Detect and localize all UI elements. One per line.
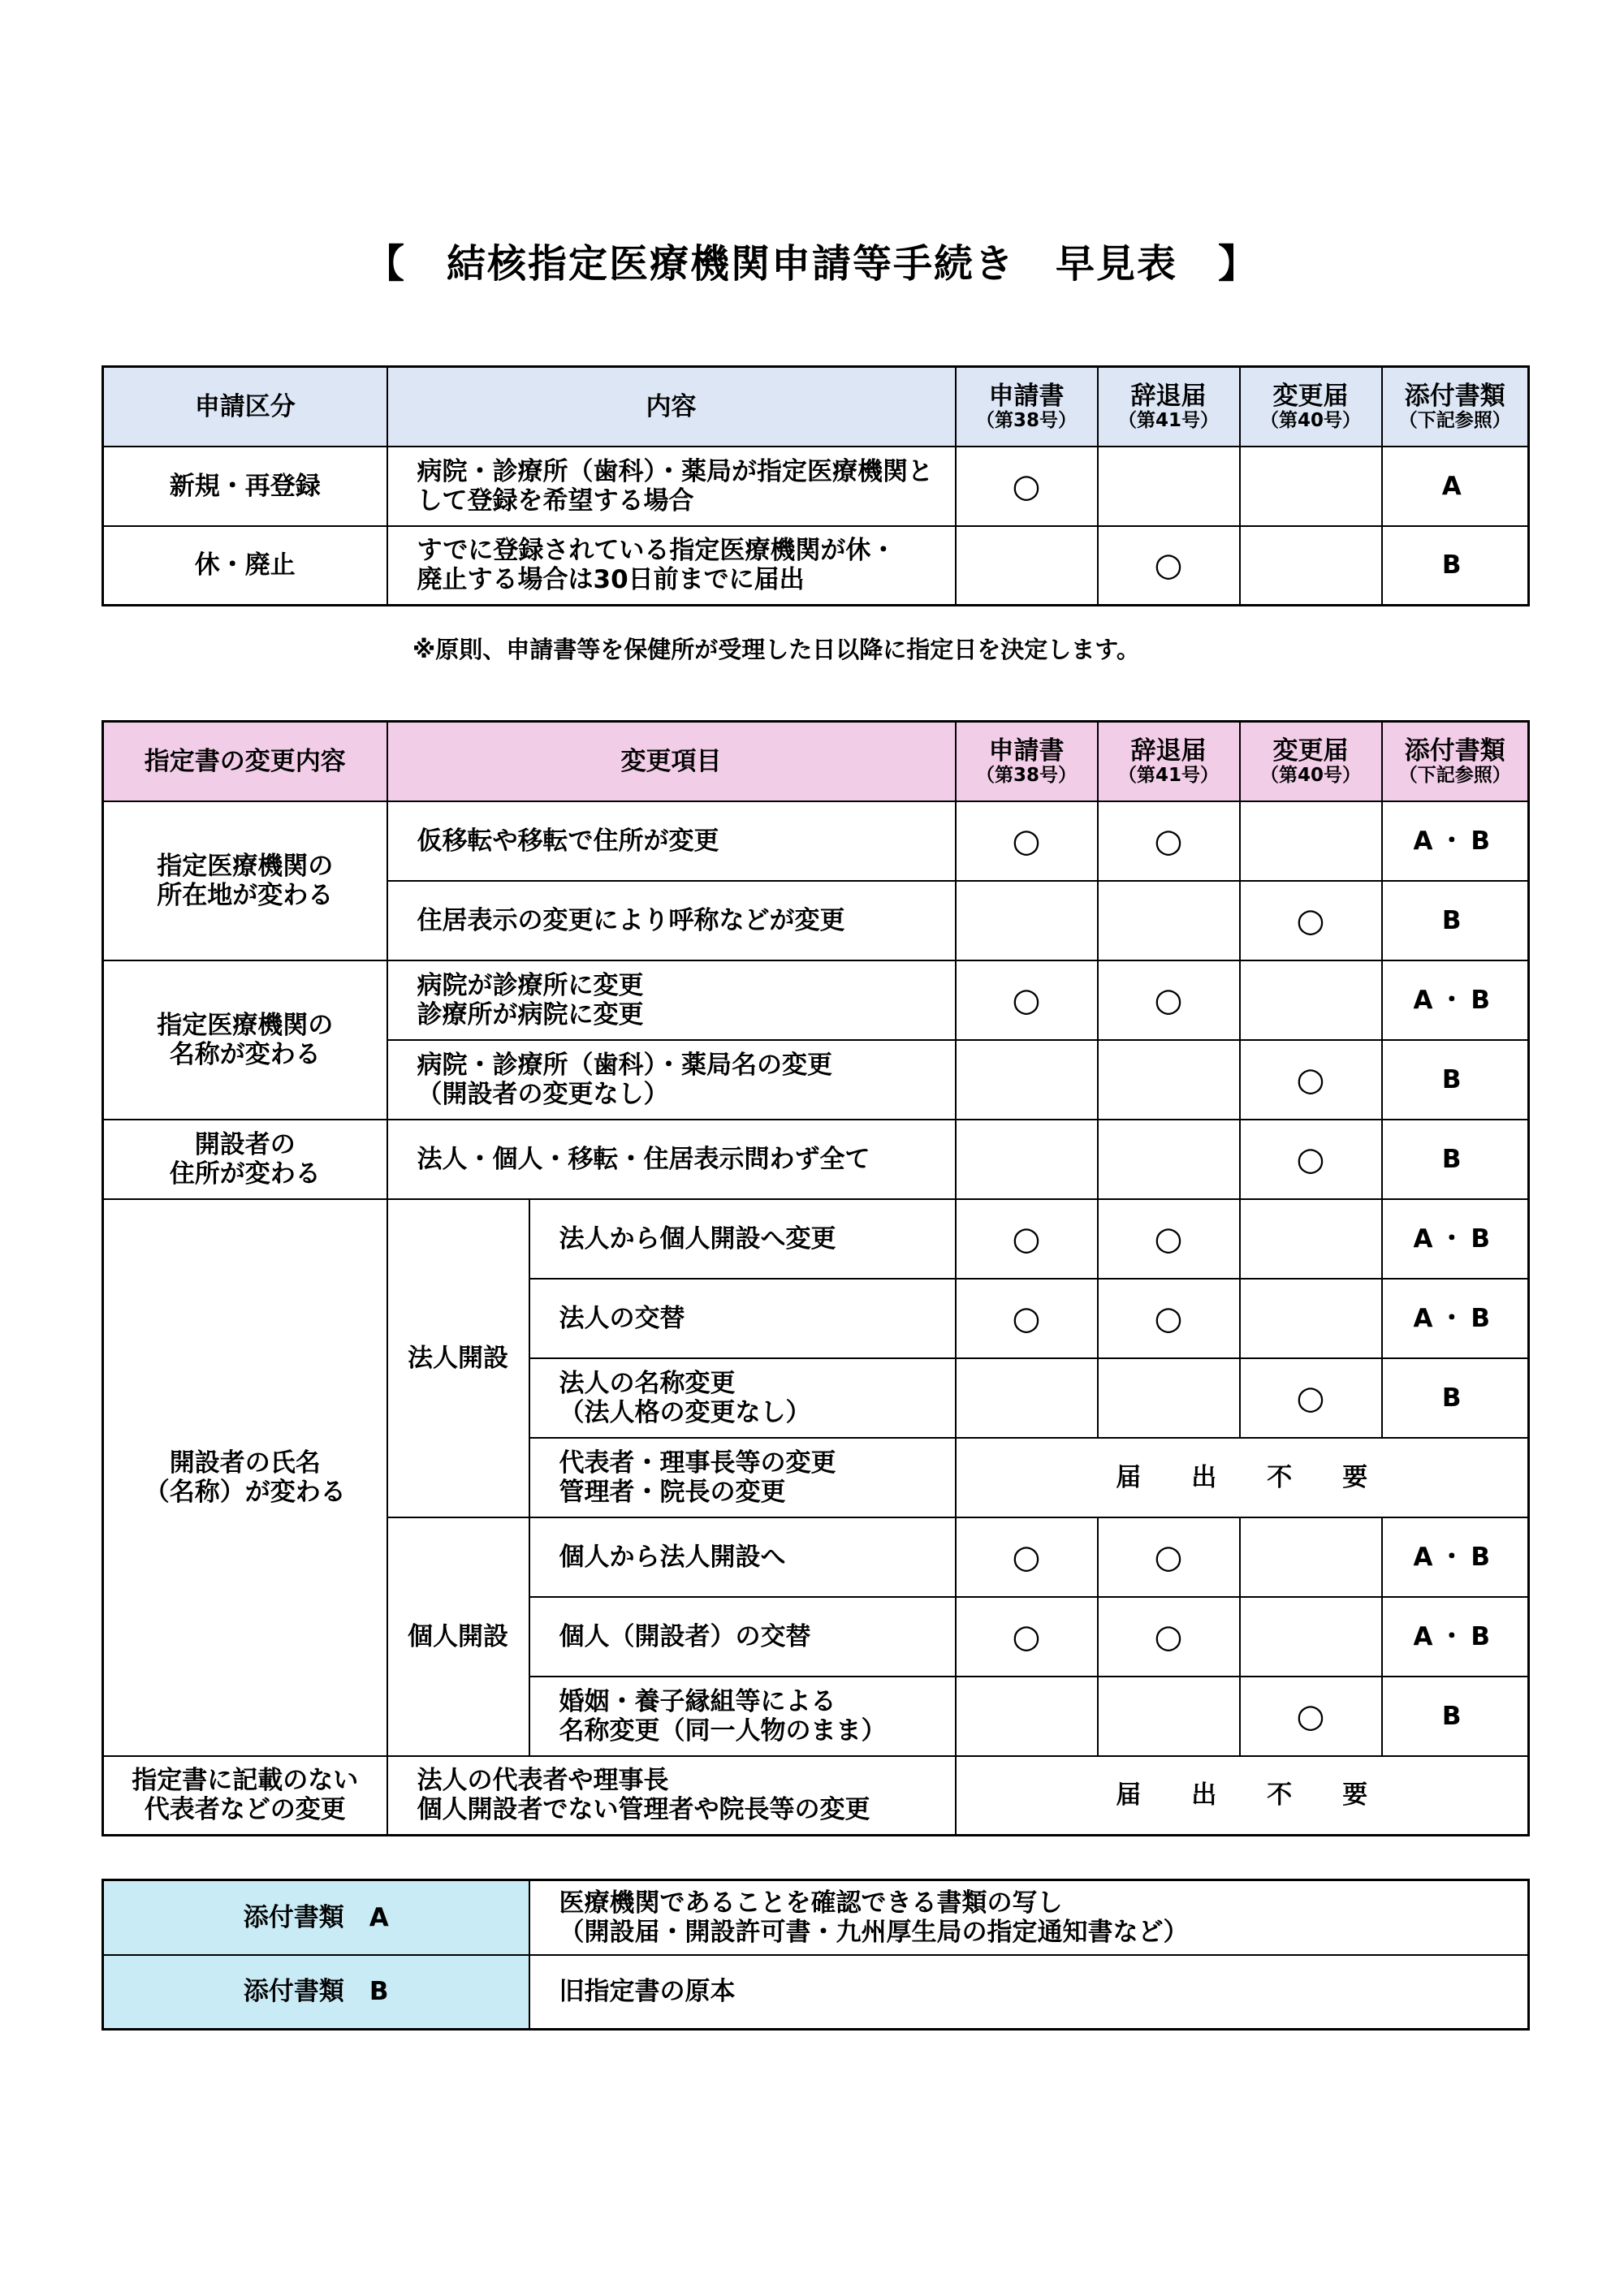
change-mark: ○ xyxy=(1240,881,1382,960)
header-change: 変更届 （第40号） xyxy=(1240,722,1382,801)
change-item: 婚姻・養子縁組等による 名称変更（同一人物のまま） xyxy=(529,1677,956,1756)
not-required-notice: 届出不要 xyxy=(956,1438,1529,1517)
change-item: 病院・診療所（歯科）・薬局名の変更 （開設者の変更なし） xyxy=(387,1040,956,1120)
header-change-content: 指定書の変更内容 xyxy=(103,722,387,801)
attachment-value: B xyxy=(1382,526,1529,606)
withdrawal-mark xyxy=(1098,881,1240,960)
change-item: 代表者・理事長等の変更 管理者・院長の変更 xyxy=(529,1438,956,1517)
not-required-notice: 届出不要 xyxy=(956,1756,1529,1836)
application-mark: ○ xyxy=(956,801,1098,881)
withdrawal-mark xyxy=(1098,447,1240,526)
change-item: 法人の名称変更 （法人格の変更なし） xyxy=(529,1358,956,1438)
subgroup-individual: 個人開設 xyxy=(387,1517,529,1756)
group-name: 指定医療機関の 名称が変わる xyxy=(103,960,387,1120)
header-application: 申請書 （第38号） xyxy=(956,722,1098,801)
application-mark: ○ xyxy=(956,1279,1098,1358)
page-title: 【 結核指定医療機関申請等手続き 早見表 】 xyxy=(365,241,1259,287)
change-item: 法人・個人・移転・住居表示問わず全て xyxy=(387,1120,956,1199)
change-item: 個人（開設者）の交替 xyxy=(529,1597,956,1677)
change-mark: ○ xyxy=(1240,1120,1382,1199)
attachment-value: A・B xyxy=(1382,801,1529,881)
withdrawal-mark: ○ xyxy=(1098,526,1240,606)
application-mark xyxy=(956,1120,1098,1199)
attachment-a-content: 医療機関であることを確認できる書類の写し （開設届・開設許可書・九州厚生局の指定通知書など） xyxy=(529,1880,1529,1955)
table-row xyxy=(103,447,1529,526)
change-mark: ○ xyxy=(1240,1358,1382,1438)
change-mark xyxy=(1240,447,1382,526)
designation-change-table xyxy=(102,720,1530,1836)
row-category: 休・廃止 xyxy=(103,526,387,606)
application-mark xyxy=(956,526,1098,606)
table-header-row xyxy=(103,722,1529,801)
row-content: 病院・診療所（歯科）・薬局が指定医療機関と して登録を希望する場合 xyxy=(387,447,956,526)
header-withdrawal: 辞退届 （第41号） xyxy=(1098,367,1240,447)
change-item: 法人の交替 xyxy=(529,1279,956,1358)
application-mark xyxy=(956,1358,1098,1438)
attachment-b-label: 添付書類 B xyxy=(103,1955,529,2030)
application-mark xyxy=(956,881,1098,960)
row-content: すでに登録されている指定医療機関が休・ 廃止する場合は30日前までに届出 xyxy=(387,526,956,606)
attachment-value: B xyxy=(1382,1040,1529,1120)
change-mark xyxy=(1240,960,1382,1040)
change-item: 病院が診療所に変更 診療所が病院に変更 xyxy=(387,960,956,1040)
table-row xyxy=(103,1199,1529,1279)
attachment-value: A・B xyxy=(1382,1279,1529,1358)
table-row xyxy=(103,1756,1529,1836)
header-content: 内容 xyxy=(387,367,956,447)
group-founder-address: 開設者の 住所が変わる xyxy=(103,1120,387,1199)
application-category-table xyxy=(102,365,1530,606)
table-row xyxy=(103,526,1529,606)
withdrawal-mark: ○ xyxy=(1098,1199,1240,1279)
attachment-value: B xyxy=(1382,1120,1529,1199)
change-item: 個人から法人開設へ xyxy=(529,1517,956,1597)
table-row xyxy=(103,1120,1529,1199)
attachment-value: B xyxy=(1382,1358,1529,1438)
header-attachment: 添付書類 （下記参照） xyxy=(1382,722,1529,801)
header-application: 申請書 （第38号） xyxy=(956,367,1098,447)
table-row xyxy=(103,1880,1529,1955)
table-row xyxy=(103,960,1529,1040)
application-mark xyxy=(956,1677,1098,1756)
change-item: 仮移転や移転で住所が変更 xyxy=(387,801,956,881)
attachment-a-label: 添付書類 A xyxy=(103,1880,529,1955)
change-item: 法人から個人開設へ変更 xyxy=(529,1199,956,1279)
change-mark xyxy=(1240,1199,1382,1279)
header-change: 変更届 （第40号） xyxy=(1240,367,1382,447)
attachment-value: A・B xyxy=(1382,960,1529,1040)
withdrawal-mark: ○ xyxy=(1098,1279,1240,1358)
application-mark xyxy=(956,1040,1098,1120)
attachment-value: A xyxy=(1382,447,1529,526)
application-mark: ○ xyxy=(956,960,1098,1040)
change-item: 法人の代表者や理事長 個人開設者でない管理者や院長等の変更 xyxy=(387,1756,956,1836)
attachment-value: A・B xyxy=(1382,1199,1529,1279)
table-header-row xyxy=(103,367,1529,447)
application-mark: ○ xyxy=(956,1597,1098,1677)
change-mark xyxy=(1240,1517,1382,1597)
header-attachment: 添付書類 （下記参照） xyxy=(1382,367,1529,447)
change-item: 住居表示の変更により呼称などが変更 xyxy=(387,881,956,960)
withdrawal-mark xyxy=(1098,1677,1240,1756)
change-mark xyxy=(1240,526,1382,606)
table-row xyxy=(103,1955,1529,2030)
withdrawal-mark: ○ xyxy=(1098,801,1240,881)
table-row xyxy=(103,801,1529,881)
header-change-item: 変更項目 xyxy=(387,722,956,801)
subgroup-corporation: 法人開設 xyxy=(387,1199,529,1517)
withdrawal-mark xyxy=(1098,1040,1240,1120)
application-mark: ○ xyxy=(956,447,1098,526)
attachment-value: A・B xyxy=(1382,1597,1529,1677)
attachment-value: B xyxy=(1382,881,1529,960)
group-location: 指定医療機関の 所在地が変わる xyxy=(103,801,387,960)
change-mark xyxy=(1240,1279,1382,1358)
header-category: 申請区分 xyxy=(103,367,387,447)
withdrawal-mark xyxy=(1098,1120,1240,1199)
attachment-b-content: 旧指定書の原本 xyxy=(529,1955,1529,2030)
withdrawal-mark: ○ xyxy=(1098,1597,1240,1677)
note-text: ※原則、申請書等を保健所が受理した日以降に指定日を決定します。 xyxy=(412,636,1140,663)
group-founder-name: 開設者の氏名 （名称）が変わる xyxy=(103,1199,387,1756)
change-mark xyxy=(1240,801,1382,881)
withdrawal-mark xyxy=(1098,1358,1240,1438)
withdrawal-mark: ○ xyxy=(1098,1517,1240,1597)
change-mark: ○ xyxy=(1240,1040,1382,1120)
attachment-value: A・B xyxy=(1382,1517,1529,1597)
attachment-legend-table xyxy=(102,1879,1530,2031)
application-mark: ○ xyxy=(956,1517,1098,1597)
row-category: 新規・再登録 xyxy=(103,447,387,526)
withdrawal-mark: ○ xyxy=(1098,960,1240,1040)
header-withdrawal: 辞退届 （第41号） xyxy=(1098,722,1240,801)
change-mark xyxy=(1240,1597,1382,1677)
change-mark: ○ xyxy=(1240,1677,1382,1756)
group-other: 指定書に記載のない 代表者などの変更 xyxy=(103,1756,387,1836)
application-mark: ○ xyxy=(956,1199,1098,1279)
attachment-value: B xyxy=(1382,1677,1529,1756)
